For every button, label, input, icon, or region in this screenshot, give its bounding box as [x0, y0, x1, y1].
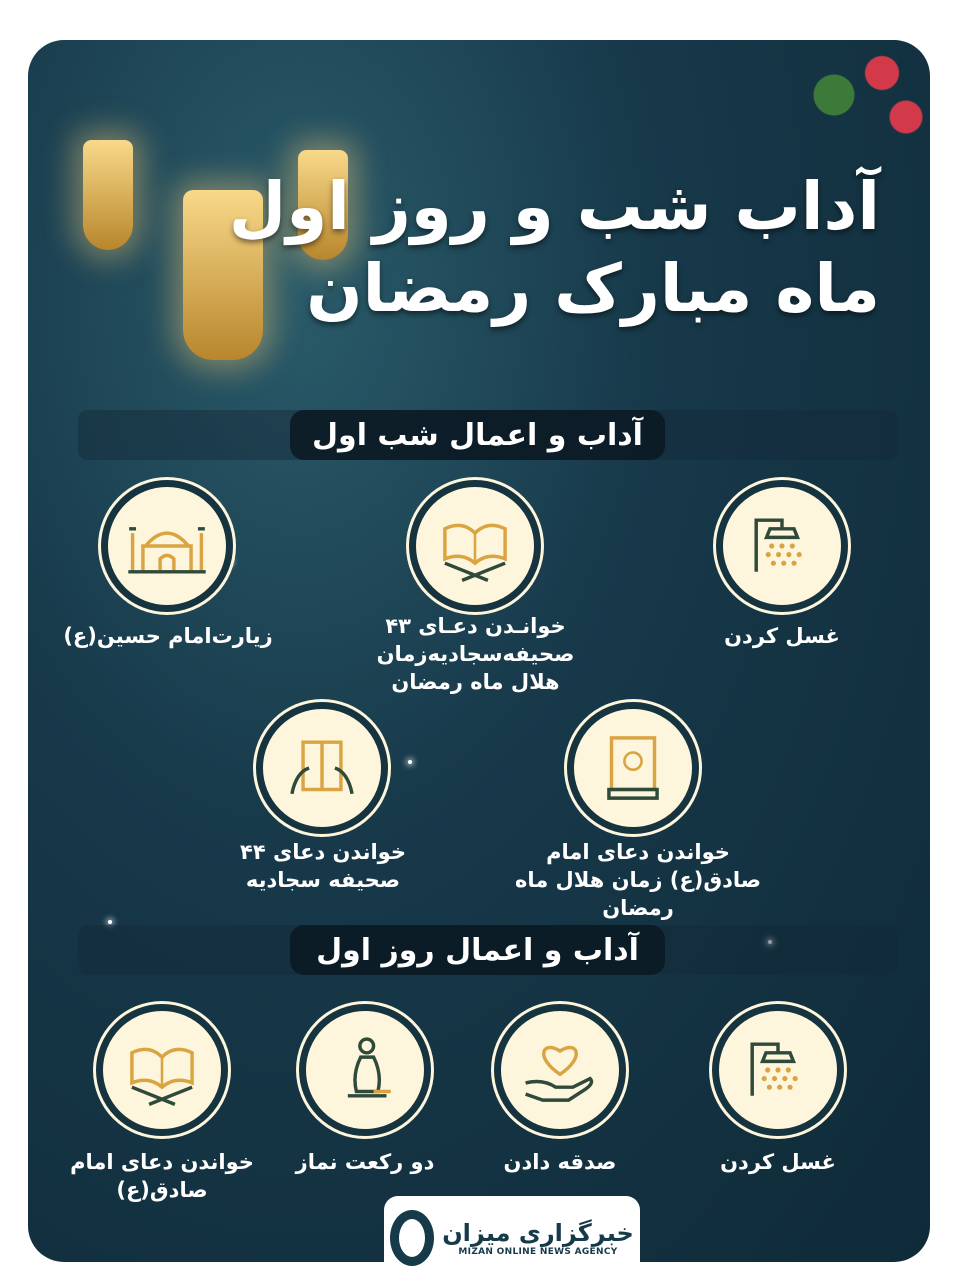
item-label: صدقه دادن [503, 1150, 617, 1174]
item-label: غسل کردن [724, 624, 840, 648]
item-label: خوانـدن دعـای ۴۳ صحیفه‌سجادیه‌زمان هلال ماه رمضان [376, 614, 575, 694]
quran-icon [409, 480, 541, 612]
logo-text-fa: خبرگزاری میزان [442, 1219, 634, 1247]
title-line-1: آداب شب و روز اول [228, 168, 880, 245]
flowers-decoration [770, 40, 930, 150]
mizan-logo-mark [390, 1210, 434, 1266]
item-label: خواندن دعای امام صادق(ع) زمان هلال ماه رمضان [514, 840, 762, 920]
mosque-icon [101, 480, 233, 612]
praying-person-icon [299, 1004, 431, 1136]
item-label: زیارت‌امام حسین(ع) [63, 624, 273, 648]
section-heading-day: آداب و اعمال روز اول [290, 925, 665, 975]
item-label: خواندن دعای امام صادق(ع) [70, 1150, 254, 1202]
open-book-hands-icon [256, 702, 388, 834]
item-label: دو رکعت نماز [295, 1150, 435, 1174]
quran-icon [96, 1004, 228, 1136]
star [108, 920, 112, 924]
title-line-2: ماه مبارک رمضان [306, 250, 880, 327]
item-label: غسل کردن [720, 1150, 836, 1174]
shower-icon [716, 480, 848, 612]
mizan-logo [384, 1196, 640, 1280]
item-label: خواندن دعای ۴۴ صحیفه سجادیه [240, 840, 406, 892]
section-heading-night: آداب و اعمال شب اول [290, 410, 665, 460]
logo-text-en: MIZAN ONLINE NEWS AGENCY [458, 1247, 618, 1257]
charity-heart-hand-icon [494, 1004, 626, 1136]
infographic-card [28, 40, 930, 1262]
prayer-book-icon [567, 702, 699, 834]
lantern-icon [83, 140, 133, 250]
star [408, 760, 412, 764]
shower-icon [712, 1004, 844, 1136]
